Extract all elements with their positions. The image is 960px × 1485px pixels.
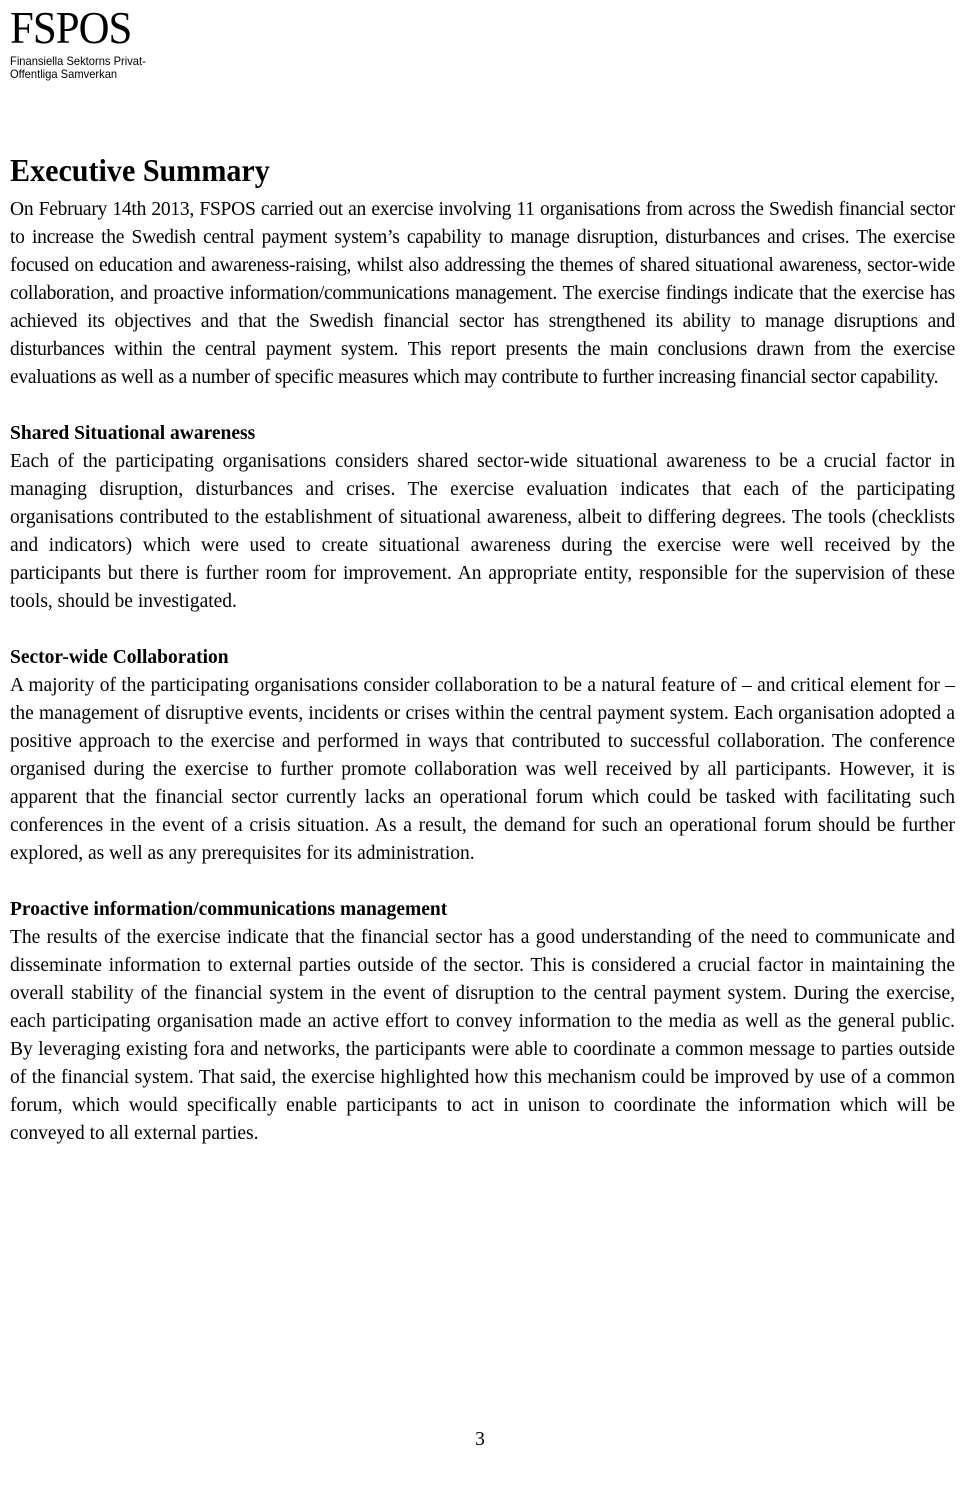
section-heading: Shared Situational awareness — [10, 423, 256, 444]
page-title: Executive Summary — [10, 152, 270, 188]
section-heading: Proactive information/communications management — [10, 899, 448, 920]
section-heading: Sector-wide Collaboration — [10, 647, 229, 668]
section-paragraph: A majority of the participating organisations consider collaboration to be a natural feature of – and critical element for – the management of disruptive events, incidents or crises within the central payment system. Each organisation adopted a positive approach to the exercise and performed in ways that contributed to successful collaboration. The conference organised during the exercise to further promote collaboration was well received by all participants. However, it is apparent that the financial sector currently lacks an operational forum which could be tasked with facilitating such conferences in the event of a crisis situation. As a result, the demand for such an operational forum should be further explored, as well as any prerequisites for its administration. — [10, 675, 955, 864]
intro-paragraph: On February 14th 2013, FSPOS carried out an exercise involving 11 organisations from across the Swedish financial sector to increase the Swedish central payment system’s capability to manage disruption, disturbances and crises. The exercise focused on education and awareness-raising, whilst also addressing the themes of shared situational awareness, sector-wide collaboration, and proactive information/communications management. The exercise findings indicate that the exercise has achieved its objectives and that the Swedish financial sector has strengthened its ability to manage disruptions and disturbances within the central payment system. This report presents the main conclusions drawn from the exercise evaluations as well as a number of specific measures which may contribute to further increasing financial sector capability. — [10, 199, 955, 388]
logo-wordmark: FSPOS — [10, 2, 132, 53]
section-paragraph: The results of the exercise indicate that the financial sector has a good understanding of the need to communicate and disseminate information to external parties outside of the sector. This is considered a crucial factor in maintaining the overall stability of the financial system in the event of disruption to the central payment system. During the exercise, each participating organisation made an active effort to convey information to the media as well as the general public. By leveraging existing fora and networks, the participants were able to coordinate a common message to parties outside of the financial system. That said, the exercise highlighted how this mechanism could be improved by use of a common forum, which would specifically enable participants to act in unison to coordinate the information which will be conveyed to all external parties. — [10, 927, 955, 1144]
logo-subtitle-line-2: Offentliga Samverkan — [10, 67, 118, 81]
section-sector-wide-collaboration — [10, 644, 955, 868]
section-paragraph: Each of the participating organisations considers shared sector-wide situational awareness to be a crucial factor in managing disruption, disturbances and crises. The exercise evaluation indicates that each of the participating organisations contributed to the establishment of situational awareness, albeit to differing degrees. The tools (checklists and indicators) which were used to create situational awareness during the exercise were well received by the participants but there is further room for improvement. An appropriate entity, responsible for the supervision of these tools, should be investigated. — [10, 451, 955, 612]
section-shared-situational-awareness — [10, 420, 955, 616]
fspos-logo — [10, 2, 156, 81]
logo-subtitle-line-1: Finansiella Sektorns Privat- — [10, 54, 146, 68]
document-body — [10, 150, 955, 1148]
section-proactive-communications — [10, 896, 955, 1148]
page-number: 3 — [475, 1429, 485, 1450]
